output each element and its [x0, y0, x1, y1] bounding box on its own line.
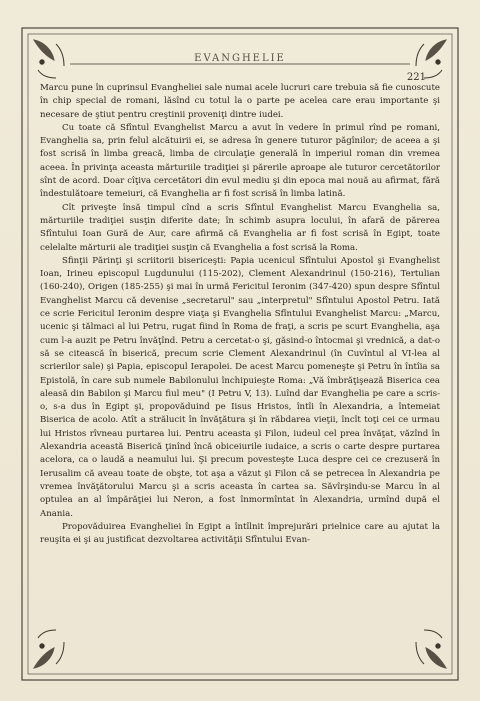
paragraph: Sfinţii Părinţi şi scriitorii bisericeşti: Papia ucenicul Sfîntului Apostol şi Evanghelist Ioan, Irineu episcopul Lugdunului (115-202), Clement Alexandrinul (150-216), Tertulian (160-240), Origen (185-255) şi mai în urmă Fericitul Ieronim (347-420) spun despre Sfîntul Evanghelist Marcu că devenise „secretarul" sau „interpretul" Sfîntului Apostol Petru. Iată ce scrie Fericitul Ieronim despre viaţa şi Evanghelia Sfîntului Evanghelist Marcu: „Marcu, ucenic şi tălmaci al lui Petru, rugat fiind în Roma de fraţi, a scris pe scurt Evanghelia, aşa cum l-a auzit pe Petru învăţînd. Petru a cercetat-o şi, găsind-o întocmai şi vrednică, a dat-o să se citească în biserică, precum scrie Clement Alexandrinul (în Cuvîntul al VI-lea al scrierilor sale) şi Papia, episcopul Ierapolei. De acest Marcu pomeneşte şi Petru în întîia sa Epistolă, în care sub numele Babilonului închipuieşte Roma: „Vă îmbrăţişează Biserica cea aleasă din Babilon şi Marcu fiul meu" (I Petru V, 13). Luînd dar Evanghelia pe care a scris-o, s-a dus în Egipt şi, propovăduind pe Iisus Hristos, întîi în Alexandria, a întemeiat Biserica de acolo. Atît a strălucit în învăţătura şi în răbdarea vieţii, încît toţi cei ce urmau lui Hristos rîvneau purtarea lui. Pentru aceasta şi Filon, iudeul cel prea învăţat, văzînd în Alexandria această Biserică ţinînd încă obiceiurile iudaice, a scris o carte despre purtarea acelora, ca o laudă a neamului lui. Şi precum povesteşte Luca despre cei ce crezuseră în Ierusalim că aveau toate de obşte, tot aşa a văzut şi Filon că se petrecea în Alexandria pe vremea învăţătorului Marcu şi a scris aceasta în cartea sa. Săvîrşindu-se Marcu în al optulea an al împărăţiei lui Neron, a fost înmormîntat în Alexandria, urmînd după el Anania. — [40, 255, 440, 519]
paragraph: Cu toate că Sfîntul Evanghelist Marcu a avut în vedere în primul rînd pe romani, Evanghelia sa, prin felul alcătuirii ei, se adresa în genere tuturor păgînilor; de aceea a şi fost scrisă în limba greacă, limba de circulaţie generală în imperiul roman din vremea aceea. În privinţa aceasta mărturiile tradiţiei şi părerile aproape ale tuturor cercetătorilor sînt de acord. Doar cîţiva cercetători din evul mediu şi din epoca mai nouă au afirmat, fără îndestulătoare temeiuri, că Evanghelia ar fi fost scrisă în limba latină. — [40, 122, 440, 200]
running-head: EVANGHELIE — [194, 53, 286, 64]
paragraph: Cît priveşte însă timpul cînd a scris Sfîntul Evanghelist Marcu Evanghelia sa, mărturiile tradiţiei susţin diferite date; în schimb asupra locului, în afară de părerea Sfîntului Ioan Gură de Aur, care afirmă că Evanghelia ar fi fost scrisă în Egipt, toate celelalte mărturii ale tradiţiei susţin că Evanghelia a fost scrisă la Roma. — [40, 202, 440, 253]
paragraph: Propovăduirea Evangheliei în Egipt a întîlnit împrejurări prielnice care au ajutat la reuşita ei şi au justificat dezvoltarea activităţii Sfîntului Evan- — [40, 521, 440, 546]
paragraph: Marcu pune în cuprinsul Evangheliei sale numai acele lucruri care trebuia să fie cunoscute în chip special de romani, lăsînd cu totul la o parte pe acelea care erau importante şi necesare de ştiut pentru creştinii proveniţi dintre iudei. — [40, 83, 440, 120]
body-text — [40, 82, 440, 547]
page-number: 221 — [406, 72, 426, 83]
